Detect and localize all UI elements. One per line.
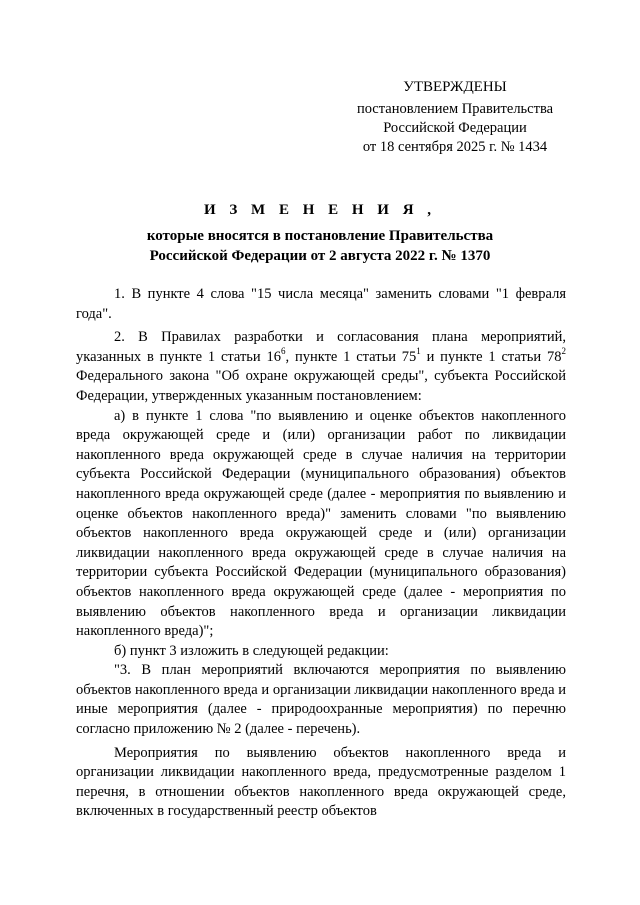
superscript-2: 1 — [416, 345, 421, 356]
paragraph-3: а) в пункте 1 слова "по выявлению и оценке объектов накопленного вреда окружающей среде и (или) организации работ по ликвидации накопленного вреда окружающей среде в случае наличия на территории субъекта Российской Федерации (муниципального образования) объектов накопленного вреда окружающей среде (далее - мероприятия по выявлению и оценке объектов накопленного вреда)" заменить словами "по выявлению объектов накопленного вреда окружающей среде и (или) организации ликвидации накопленного вреда окружающей среде в случае наличия на территории субъекта Российской Федерации (муниципального образования) объектов накопленного вреда окружающей среде (далее - мероприятия по выявлению объектов накопленного вреда и организации ликвидации накопленного вреда)"; — [76, 407, 566, 640]
title-line-2: Российской Федерации от 2 августа 2022 г. № 1370 — [149, 248, 491, 264]
document-title — [60, 200, 580, 266]
paragraph-5: "3. В план мероприятий включаются мероприятия по выявлению объектов накопленного вреда и организации ликвидации накопленного вреда и иные мероприятия (далее - природоохранные мероприятия) по перечню согласно приложению № 2 (далее - перечень). — [76, 662, 566, 738]
approval-label: УТВЕРЖДЕНЫ — [403, 79, 507, 95]
superscript-3: 2 — [561, 345, 567, 356]
approval-line-2: Российской Федерации — [383, 120, 527, 136]
paragraph-1: 1. В пункте 4 слова "15 числа месяца" заменить словами "1 февраля года". — [76, 286, 566, 322]
paragraph-2 — [76, 328, 566, 406]
approval-line-3: от 18 сентября 2025 г. № 1434 — [362, 139, 548, 155]
title-heading: И З М Е Н Е Н И Я , — [203, 202, 437, 218]
paragraph-4: б) пункт 3 изложить в следующей редакции: — [114, 642, 389, 659]
paragraph-2-part-b: , пункте 1 статьи 75 — [285, 348, 417, 365]
approval-line-1: постановлением Правительства — [356, 101, 554, 117]
paragraph-2-part-d: Федерального закона "Об охране окружающей среды", субъекта Российской Федерации, утвержденных указанным постановлением: — [76, 368, 566, 404]
superscript-1: 6 — [281, 345, 286, 356]
paragraph-6: Мероприятия по выявлению объектов накопленного вреда и организации ликвидации накопленного вреда, предусмотренные разделом 1 перечня, в отношении объектов накопленного вреда окружающей среде, включенных в государственный реестр объектов — [76, 744, 566, 820]
document-body — [76, 285, 566, 822]
paragraph-2-part-c: и пункте 1 статьи 78 — [420, 348, 562, 365]
title-line-1: которые вносятся в постановление Правительства — [146, 228, 494, 244]
approval-block — [330, 78, 580, 157]
paragraph-2-part-a: 2. В Правилах разработки и согласования плана мероприятий, указанных в пункте 1 статьи 16 — [76, 329, 566, 365]
